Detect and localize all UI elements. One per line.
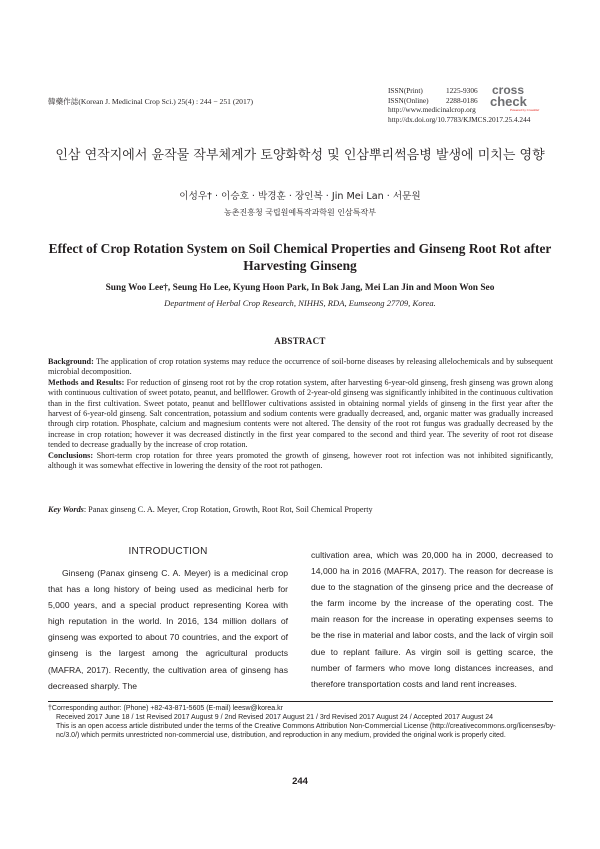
key-words — [48, 505, 553, 514]
introduction-paragraph-1: Ginseng (Panax ginseng C. A. Meyer) is a medicinal crop that has a long history of being used as medicinal herb for 5,000 years, and a special product representing Korea with high reputation in the world. In 2016, 134 million dollars of ginseng was exported to about 70 countries, and the export of ginseng is the largest among the agricultural products (MAFRA, 2017). Recently, the cultivation area of ginseng has decreased sharply. The — [48, 568, 288, 691]
introduction-heading: INTRODUCTION — [128, 546, 208, 557]
korean-affiliation: 농촌진흥청 국립원예특작과학원 인삼특작부 — [224, 208, 376, 217]
english-title: Effect of Crop Rotation System on Soil Chemical Properties and Ginseng Root Rot after Harvesting Ginseng — [48, 241, 552, 273]
english-affiliation: Department of Herbal Crop Research, NIHHS, RDA, Eumseong 27709, Korea. — [164, 298, 436, 308]
abstract-conclusions: Conclusions: Short-term crop rotation for three years promoted the growth of ginseng, however root rot infection was not inhibited significantly, although it was somewhat effective in lowering the density of the root rot pathogen. — [48, 450, 553, 471]
crossmark-word-check: check — [490, 94, 527, 109]
korean-title: 인삼 연작지에서 윤작물 작부체계가 토양화학성 및 인삼뿌리썩음병 발생에 미치는 영향 — [55, 148, 545, 163]
journal-website-link[interactable]: http://www.medicinalcrop.org — [388, 105, 476, 115]
abstract-body — [48, 357, 553, 471]
issn-online: ISSN(Online) 2288-0186 — [388, 95, 478, 105]
abstract-methods: Methods and Results: For reduction of ginseng root rot by the crop rotation system, after harvesting 6-year-old ginseng, fresh ginseng was grown along with continuous cultivation of sweet potato, peanut, and bellflower. Growth of 2-year-old ginseng was significantly inhibited in the continuous cultivation than in the first cultivation. Sweet potato, peanut and bellflower cultivations assisted in obtaining normal yields of ginseng in the first year after the harvest of 6-year-old ginseng. Salt concentration, potassium and sodium contents were gradually decreased, and, organic matter was gradually increased through cirp rotation. Phosphate, calcium and magnesium contents were not altered. The density of the root rot fungus was gradually decreased by the increase in crop rotation; however it was decreased distinctly in the first year compared to the second and third year. The severity of root rot disease tended to decrease gradually by the increase of crop rotation. — [48, 377, 553, 450]
crossmark-tagline: Powered by CrossRef — [510, 108, 540, 112]
crossmark-word-cross: cross — [492, 83, 525, 97]
page-number: 244 — [292, 776, 308, 787]
abstract-background: Background: The application of crop rotation systems may reduce the occurrence of soil-borne diseases by releasing allelochemicals and by subsequent microbial decomposition. — [48, 357, 553, 377]
issn-print: ISSN(Print) 1225-9306 — [388, 86, 478, 95]
license-statement: This is an open access article distributed under the terms of the Creative Commons Attribution Non-Commercial License (http://creativecommons.org/licenses/by-nc/3.0/) which permits unrestricted non-commercial use, distribution, and reproduction in any medium, provided the original work is properly cited. — [56, 723, 556, 739]
key-words-label: Key Words — [48, 505, 84, 514]
journal-citation: 韓藥作誌(Korean J. Medicinal Crop Sci.) 25(4) : 244 − 251 (2017) — [48, 97, 254, 106]
abstract-heading: ABSTRACT — [274, 336, 326, 346]
introduction-left-column — [48, 565, 288, 694]
corresponding-author: †Corresponding author: (Phone) +82-43-871-5605 (E-mail) leesw@korea.kr — [48, 705, 283, 712]
english-authors: Sung Woo Lee†, Seung Ho Lee, Kyung Hoon Park, In Bok Jang, Mei Lan Jin and Moon Won Seo — [105, 283, 495, 293]
crossmark-logo[interactable] — [488, 82, 552, 112]
doi-link[interactable]: http://dx.doi.org/10.7783/KJMCS.2017.25.4.244 — [388, 114, 531, 124]
korean-authors: 이성우† · 이승호 · 박경훈 · 장인복 · Jin Mei Lan · 서문원 — [179, 191, 421, 202]
footnotes — [48, 704, 558, 740]
received-dates: Received 2017 June 18 / 1st Revised 2017 August 9 / 2nd Revised 2017 August 21 / 3rd Revised 2017 August 24 / Accepted 2017 August 24 — [56, 714, 494, 721]
key-words-list: : Panax ginseng C. A. Meyer, Crop Rotation, Growth, Root Rot, Soil Chemical Property — [83, 505, 373, 514]
introduction-right-column: cultivation area, which was 20,000 ha in 2000, decreased to 14,000 ha in 2016 (MAFRA, 2017). The reason for decrease is due to the stagnation of the ginseng price and the decrease of the farm income by the increase of the operating cost. The main reason for the increase in operating expenses seems to be the rise in material and labor costs, and the lack of virgin soil due to replant failure. As virgin soil is getting scarce, the number of farmers who move long distances increases, and therefore transportation costs and land rent increases. — [311, 550, 553, 689]
footnote-divider — [48, 701, 553, 702]
